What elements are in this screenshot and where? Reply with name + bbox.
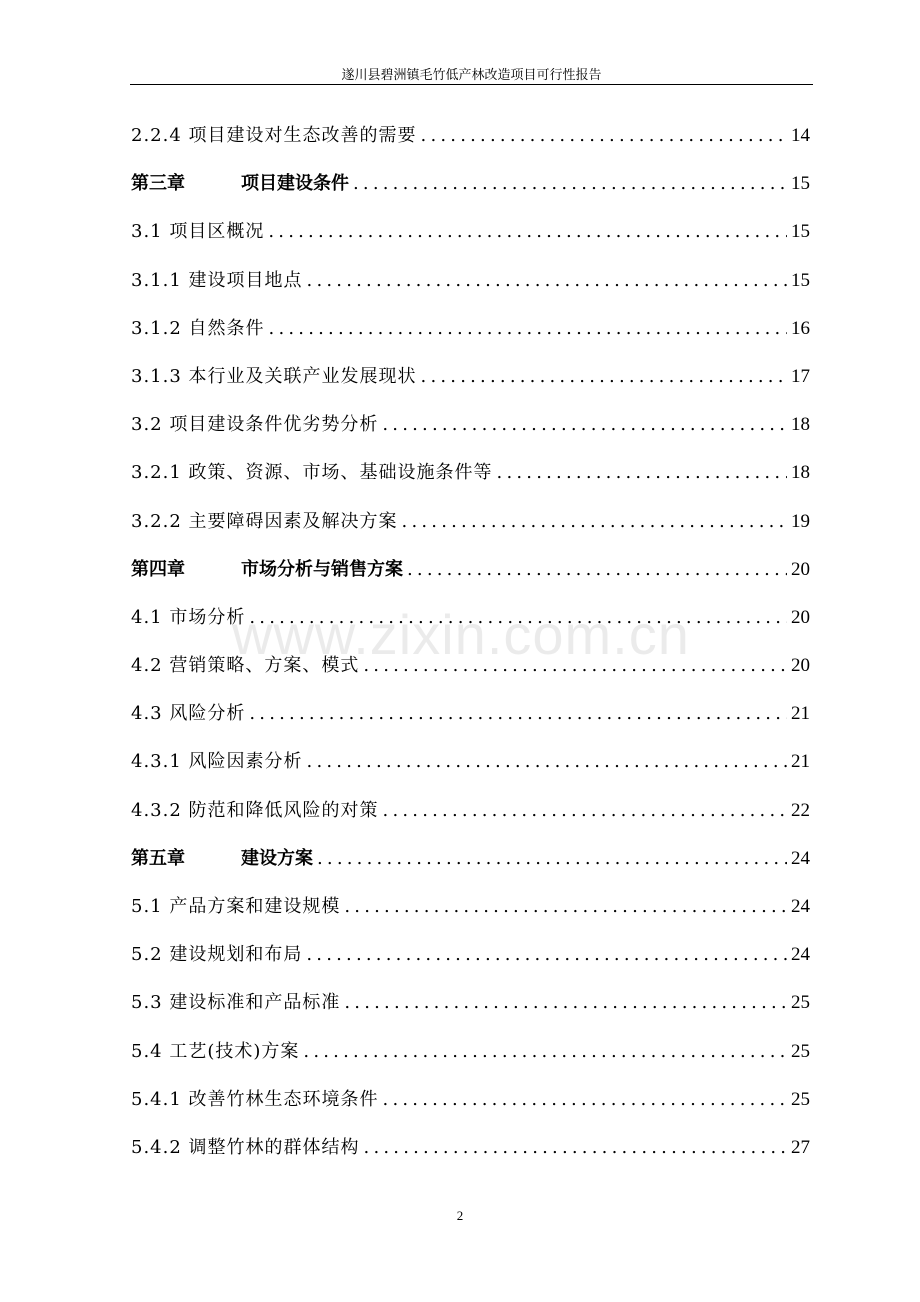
dot-leader	[364, 1124, 787, 1172]
dot-leader	[269, 305, 787, 353]
toc-entry-title: 3.1.2 自然条件	[131, 317, 265, 339]
running-header: 遂川县碧洲镇毛竹低产林改造项目可行性报告	[341, 68, 602, 83]
toc-chapter-entry[interactable]	[131, 160, 810, 208]
toc-entry-title: 5.3 建设标准和产品标准	[131, 992, 341, 1014]
toc-entry[interactable]	[131, 1028, 810, 1076]
toc-entry[interactable]	[131, 642, 810, 690]
dot-leader	[344, 883, 787, 931]
toc-entry[interactable]	[131, 498, 810, 546]
toc-entry[interactable]	[131, 1124, 810, 1172]
toc-entry-title: 4.3.2 防范和降低风险的对策	[131, 799, 379, 821]
toc-entry-title: 3.1.1 建设项目地点	[131, 269, 303, 291]
dot-leader	[353, 160, 787, 208]
toc-entry-title: 3.1 项目区概况	[131, 221, 265, 243]
toc-entry[interactable]	[131, 401, 810, 449]
toc-entry[interactable]	[131, 883, 810, 931]
dot-leader	[382, 401, 787, 449]
toc-page-number: 18	[791, 462, 810, 484]
toc-page-number: 25	[791, 1088, 810, 1110]
toc-page-number: 19	[791, 510, 810, 532]
dot-leader	[303, 1028, 787, 1076]
toc-chapter-entry[interactable]	[131, 835, 810, 883]
toc-chapter-number: 第四章	[131, 558, 185, 580]
toc-entry[interactable]	[131, 1076, 810, 1124]
toc-entry[interactable]	[131, 690, 810, 738]
dot-leader	[306, 931, 787, 979]
toc-entry-title: 3.1.3 本行业及关联产业发展现状	[131, 365, 417, 387]
toc-chapter-number: 第三章	[131, 173, 185, 195]
toc-page-number: 24	[791, 896, 810, 917]
toc-entry[interactable]	[131, 112, 810, 160]
toc-page-number: 21	[791, 751, 810, 773]
toc-page-number: 14	[791, 125, 810, 146]
dot-leader	[344, 979, 787, 1027]
toc-entry-title: 5.2 建设规划和布局	[131, 944, 303, 966]
toc-entry-title: 2.2.4 项目建设对生态改善的需要	[131, 125, 417, 146]
toc-page-number: 25	[791, 992, 810, 1014]
toc-page-number: 25	[791, 1040, 810, 1062]
toc-entry-title: 4.1 市场分析	[131, 606, 246, 628]
toc-chapter-number: 第五章	[131, 847, 185, 869]
toc-page-number: 17	[791, 365, 810, 387]
dot-leader	[497, 449, 787, 497]
toc-entry[interactable]	[131, 305, 810, 353]
dot-leader	[307, 257, 787, 305]
toc-entry-title	[131, 835, 313, 883]
toc-entry[interactable]	[131, 979, 810, 1027]
toc-page-number: 27	[791, 1136, 810, 1158]
dot-leader	[307, 738, 787, 786]
dot-leader	[249, 594, 787, 642]
toc-entry[interactable]	[131, 594, 810, 642]
toc-page-number: 20	[791, 655, 810, 677]
toc-entry-title: 5.1 产品方案和建设规模	[131, 896, 341, 917]
toc-entry-title: 5.4 工艺(技术)方案	[131, 1040, 300, 1062]
toc-entry[interactable]	[131, 208, 810, 256]
toc-page-number: 16	[791, 317, 810, 339]
toc-page-number: 15	[791, 173, 810, 195]
dot-leader	[317, 835, 787, 883]
toc-entry-title	[131, 160, 349, 208]
toc-entry[interactable]	[131, 787, 810, 835]
toc-entry-title	[131, 546, 403, 594]
dot-leader	[421, 353, 787, 401]
page-number: 2	[456, 1208, 464, 1223]
dot-leader	[421, 112, 787, 160]
toc-chapter-title: 项目建设条件	[241, 173, 349, 195]
toc-entry[interactable]	[131, 449, 810, 497]
toc-entry-title: 4.2 营销策略、方案、模式	[131, 655, 360, 677]
toc-page-number: 24	[791, 944, 810, 966]
toc-page-number: 18	[791, 414, 810, 436]
toc-page-number: 20	[791, 606, 810, 628]
toc-entry-title: 3.2.1 政策、资源、市场、基础设施条件等	[131, 462, 493, 484]
toc-page-number: 15	[791, 269, 810, 291]
toc-entry[interactable]	[131, 353, 810, 401]
dot-leader	[268, 208, 787, 256]
toc-entry-title: 4.3 风险分析	[131, 703, 246, 725]
dot-leader	[383, 787, 787, 835]
toc-page-number: 22	[791, 799, 810, 821]
toc-page-number: 15	[791, 221, 810, 243]
toc-entry-title: 3.2 项目建设条件优劣势分析	[131, 414, 379, 436]
dot-leader	[402, 498, 787, 546]
dot-leader	[363, 642, 787, 690]
toc-entry-title: 5.4.1 改善竹林生态环境条件	[131, 1088, 379, 1110]
toc-entry[interactable]	[131, 257, 810, 305]
toc-chapter-title: 市场分析与销售方案	[241, 558, 403, 580]
toc-page-number: 20	[791, 558, 810, 580]
toc-entry-title: 4.3.1 风险因素分析	[131, 751, 303, 773]
dot-leader	[383, 1076, 787, 1124]
table-of-contents	[131, 112, 810, 1172]
toc-entry-title: 3.2.2 主要障碍因素及解决方案	[131, 510, 398, 532]
toc-entry[interactable]	[131, 931, 810, 979]
dot-leader	[407, 546, 787, 594]
dot-leader	[249, 690, 787, 738]
header-rule	[130, 84, 813, 85]
toc-chapter-entry[interactable]	[131, 546, 810, 594]
toc-chapter-title: 建设方案	[241, 847, 313, 869]
toc-page-number: 21	[791, 703, 810, 725]
toc-page-number: 24	[791, 847, 810, 869]
toc-entry[interactable]	[131, 738, 810, 786]
watermark: www.zixin.com.cn	[232, 603, 690, 666]
toc-entry-title: 5.4.2 调整竹林的群体结构	[131, 1136, 360, 1158]
